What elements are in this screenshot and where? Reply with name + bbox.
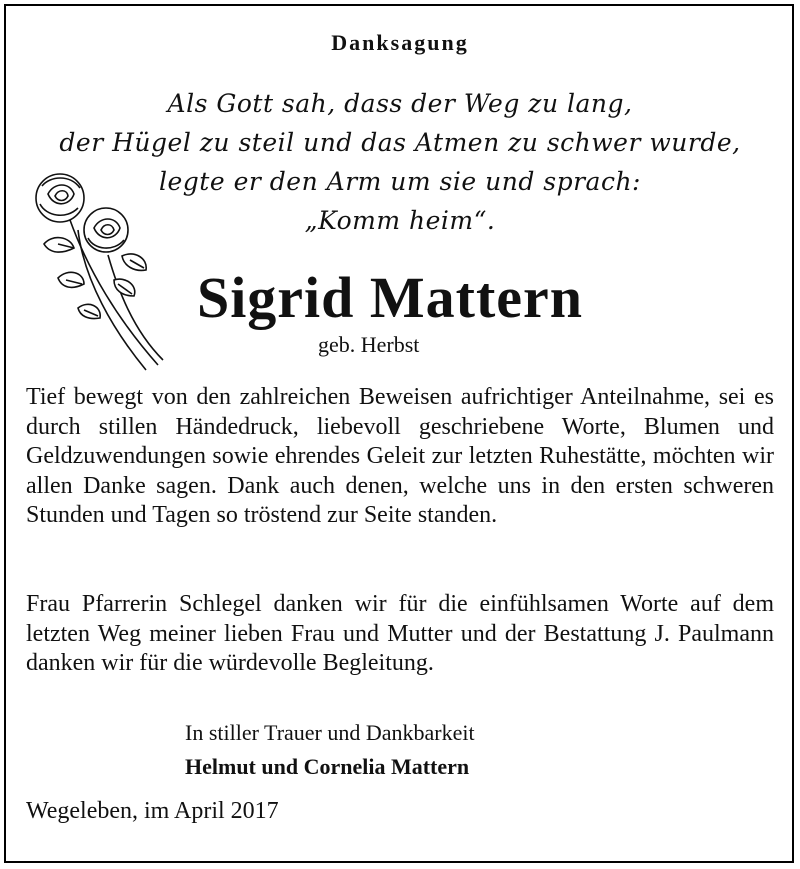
birth-name: geb. Herbst [318,332,420,357]
thanks-paragraph-2: Frau Pfarrerin Schlegel danken wir für die einfühlsamen Worte auf dem letzten Weg meiner lieben Frau und Mutter und der Bestattung J. Paulmann danken wir für die würdevolle Begleitung. [26,591,774,676]
poem-line: legte er den Arm um sie und sprach: [159,167,641,196]
closing [185,716,475,784]
poem-line: Als Gott sah, dass der Weg zu lang, [167,89,633,118]
thanks-paragraph: Tief bewegt von den zahlreichen Beweisen aufrichtiger Anteilnahme, sei es durch stillen Händedruck, liebevoll geschriebene Worte, Blumen und Geldzuwendungen sowie ehrendes Geleit zur letzten Ruhestätte, möchten wir allen Danke sagen. Dank auch denen, welche uns in den ersten schweren Stunden und Tagen so tröstend zur Seite standen. [26,384,774,528]
poem-line: der Hügel zu steil und das Atmen zu schwer wurde, [59,128,741,157]
closing-line: In stiller Trauer und Dankbarkeit [185,720,475,745]
signers: Helmut und Cornelia Mattern [185,754,470,779]
deceased-name: Sigrid Mattern [196,265,584,330]
place-date: Wegeleben, im April 2017 [26,798,279,824]
roses-icon [18,160,178,380]
notice-heading: Danksagung [331,30,469,55]
poem-line: „Komm heim“. [304,206,496,235]
